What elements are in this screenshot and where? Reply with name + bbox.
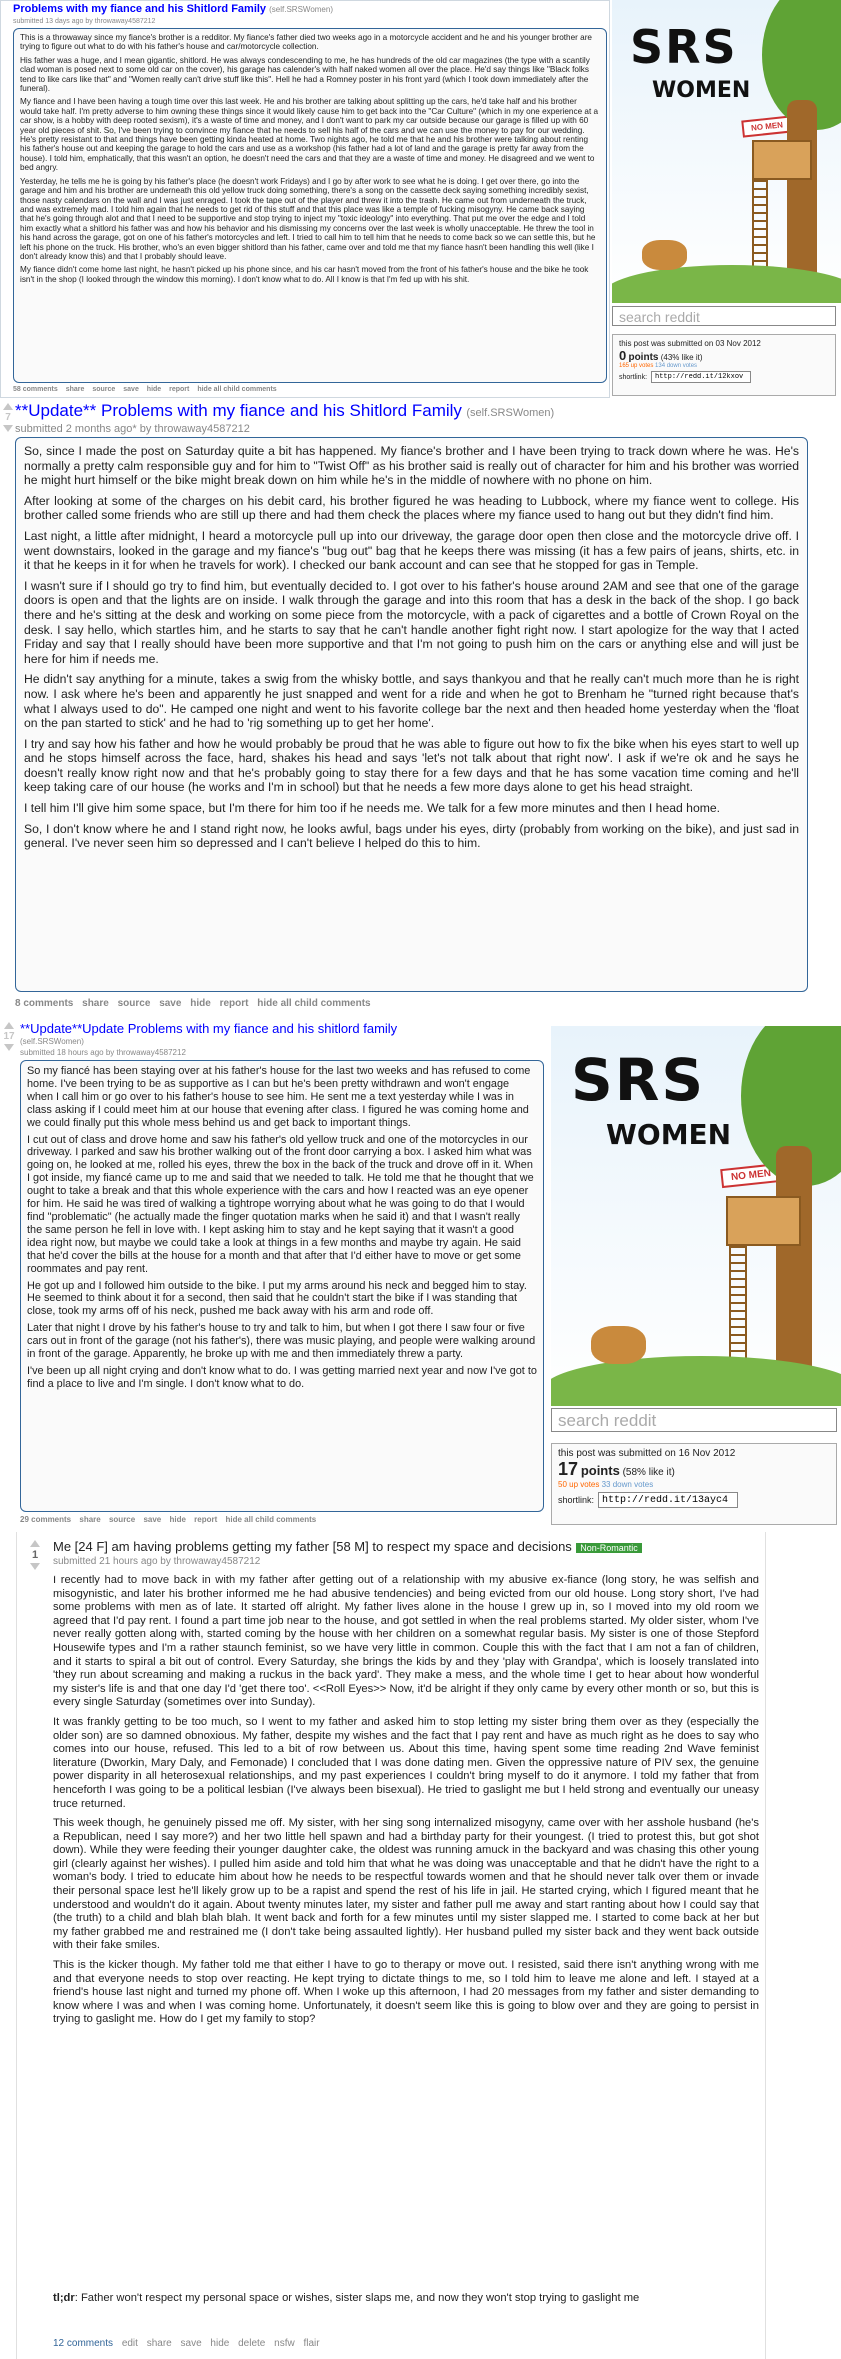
score-line (619, 348, 829, 363)
upvote-arrow-icon[interactable] (4, 1022, 14, 1029)
source-link[interactable]: source (117, 998, 151, 1009)
vote-score: 17 (3, 1031, 15, 1042)
score-line (558, 1459, 830, 1480)
report-link[interactable]: report (219, 998, 249, 1009)
delete-link[interactable]: delete (238, 2338, 266, 2349)
tldr-label: tl;dr (53, 2292, 75, 2304)
post-panel-1 (0, 0, 610, 398)
source-link[interactable]: source (92, 386, 116, 393)
like-percentage: (43% like it) (660, 353, 703, 362)
down-votes: 33 down votes (601, 1480, 654, 1489)
save-link[interactable]: save (123, 386, 139, 393)
vote-counts (619, 363, 829, 369)
no-men-sign: NO MEN (720, 1163, 782, 1188)
shortlink-row (558, 1492, 830, 1508)
dog-icon (642, 240, 687, 270)
post-body (20, 1060, 544, 1512)
points-word: points (580, 1463, 620, 1478)
paragraph: I cut out of class and drove home and saw his father's old yellow truck and one of the motorcycles in our driveway. I parked and saw his brother walking out of the front door carrying a box. I asked him what was going on, he looked at me, rolled his eyes, threw the box in the back of the truck and drove off in it. When I got inside, my fiancé came up to me and said that we needed to talk. He told me that he thought that we ought to take a break and that this whole experience with the cars and how I reacted was an eye opener for him. He said he was tired of walking a tightrope worrying about what he was going to do that I would find "problematic" (he actually made the finger quotation marks when he said it) and that I wasn't really the same person he fell in love with. I kept asking him to stay and he kept saying that it wasn't a good idea right now, but maybe we could take a look at things in a few months and maybe try again. He said that he'd cover the bills at the house for a month and that after that I'd either have to move or get some roommates and pay rent. (27, 1133, 534, 1275)
save-link[interactable]: save (180, 2338, 202, 2349)
submitted-date: this post was submitted on 03 Nov 2012 (619, 339, 761, 348)
paragraph: He got up and I followed him outside to the bike. I put my arms around his neck and begged him to stay. He seemed to think about it for a second, then said that he couldn't start the bike if I was standing that close, took my arms off of his neck, pushed me back away with his arm and rode off. (27, 1279, 527, 1318)
post-body (13, 28, 607, 383)
comments-link[interactable]: 29 comments (20, 1515, 72, 1524)
edit-link[interactable]: edit (121, 2338, 138, 2349)
save-link[interactable]: save (143, 1515, 162, 1524)
paragraph: Last night, a little after midnight, I heard a motorcycle pull up into our driveway, the garage door open then close and the motorcycle drive off. I went downstairs, looked in the garage and my fiance's "bug out" bag that he keeps there was missing (it has a few pairs of jeans, shirts, etc. in it that he keeps in it for when he travels for work). I checked our bank account and can see that he stopped for gas in Temple. (24, 528, 799, 573)
hide-child-comments-link[interactable]: hide all child comments (257, 998, 371, 1009)
hide-link[interactable]: hide (190, 998, 211, 1009)
vote-column (2, 403, 14, 432)
post-domain[interactable]: (self.SRSWomen) (20, 1037, 84, 1046)
grass-icon (551, 1356, 841, 1406)
post-title-link[interactable]: **Update**Update Problems with my fiance and his shitlord family (20, 1021, 398, 1036)
post-title-row (15, 401, 554, 421)
downvote-arrow-icon[interactable] (4, 1044, 14, 1051)
paragraph: This week though, he genuinely pissed me off. My sister, with her sing song internalized misogyny, came over with her asshole husband (he's a Republican, need I say more?) and her two little hell spawn and had a birthday party for their youngest. (I tried to protest this, but got shot down). While they were feeding their younger daughter cake, the oldest was running amuck in the backyard and was chasing this other young girl (clearly against her wishes). I pulled him aside and told him that what he was doing was unacceptable and that he didn't have the right to a woman's body. I tried to educate him about how he needs to be respectful towards women and that he should never talk over them or invade their personal space lest he'll likely grow up to be a rapist and spend the rest of his life in jail. He started crying, which I figured meant that he understood and wouldn't do it again. About twenty minutes later, my sister and father pull me away and start ranting about how I could say that (the truth) to a child and blah blah blah. It went back and forth for a few minutes until my sister slapped me. I started to come back at her but my father grabbed me and restrained me (I don't take being assaulted lightly). Her husband pulled my sister back and they went back outside with their fake smiles. (53, 1817, 759, 1952)
post-body (53, 1574, 759, 2264)
post-action-links (15, 998, 377, 1009)
post-panel-3 (0, 1018, 548, 1528)
post-title-row (53, 1538, 761, 1556)
paragraph: After looking at some of the charges on his debit card, his brother figured he was heading to Lubbock, where my fiance went to college. His brother called some friends who are still up there and had them check the places where my fiance used to hang out but they didn't find him. (24, 493, 799, 523)
post-tagline: submitted 21 hours ago by throwaway4587212 (53, 1556, 261, 1567)
vote-score: 1 (31, 1549, 39, 1561)
search-input[interactable]: search reddit (612, 306, 836, 326)
downvote-arrow-icon[interactable] (30, 1563, 40, 1570)
subreddit-banner[interactable] (551, 1026, 841, 1406)
paragraph: This is the kicker though. My father told me that either I have to go to therapy or move out. I resisted, said there isn't anything wrong with me and that everyone needs to stop over reacting. He kept trying to dictate things to me, so I told him to leave me alone and left. I stayed at a friend's house last night and turned my phone off. When I woke up this afternoon, I had 20 messages from my father and sister demanding to know where I was and when I was coming home. Unfortunately, it doesn't seem like this is going to blow over and they are going to persist in trying to gaslight me. How do I get my family to stop? (53, 1959, 759, 2026)
paragraph: I wasn't sure if I should go try to find him, but eventually decided to. I got over to his father's house around 2AM and see that one of the garage doors is open and that the lights are on inside. I walk through the garage and into this room that has a desk in the back of the shop. I go back there and he's sitting at the desk and working on some piece from the motorcycle, with a pack of cigarettes and a bottle of Crown Royal on the desk. I say hello, which startles him, and he starts to say that he can't handle another fight right now. I start apologize for the way that I acted Friday and say that I really should have been more supportive and that I'm not going to push him on the cars or anything else and will just be here for him if needs me. (24, 578, 799, 666)
paragraph: So, since I made the post on Saturday quite a bit has happened. My fiance's brother and I have been trying to track down where he was. He's normally a pretty calm responsible guy and for him to "Twist Off" as his brother said is really out of character for him and his brother was worried he might hurt himself or the bike might break down on him while he's in the middle of nowhere with no phone on him. (24, 444, 799, 488)
vote-column (2, 1022, 16, 1051)
report-link[interactable]: report (194, 1515, 218, 1524)
paragraph: This is a throwaway since my fiance's brother is a redditor. My fiance's father died two weeks ago in a motorcycle accident and he and his younger brother are trying to figure out what to do with his father's house and car/motorcycle collection. (20, 33, 592, 52)
paragraph: His father was a huge, and I mean gigantic, shitlord. He was always condescending to me, he has hundreds of the old car magazines (the type with a scantily clad woman is posed next to some old car on the cover), his garage has calender's with half naked women all over the place. He'd say things like "Black folks tend to like cars like that" and "Women really can't drive stuff like this". Hell he had a Romney poster in his front yard (which I took down immediately after the funeral). (20, 55, 590, 94)
hide-link[interactable]: hide (146, 386, 162, 393)
shortlink-label: shortlink: (558, 1495, 595, 1505)
paragraph: I recently had to move back in with my father after getting out of a relationship with my abusive ex-fiance (long story, he was selfish and misogynistic, and later his brother informed me he had abusive tendencies) and being evicted from our old house. Long story short, I've had some problems with men as of late. It started off alright. My father lives alone in the house I grew up in, so I moved into my old room we agreed that I'd pay rent. I found a part time job near to the house, and got settled in when the real problems started. My older sister, whom I've never really gotten along with, started coming by the house with her children on a somewhat regular basis. My sister is one of those Stepford Housewife types and I'm a rather staunch feminist, so we have very little in common. Couple this with the fact that I am not a fan of children, and it starts to spiral a bit out of control. Every Saturday, she brings the kids by and they 'play with Grandpa', which is loosely translated into 'they run about screaming and making a ruckus in the back yard'. They make a mess, and the whole time I get to hear about how wonderful my sister's life is and that one day I'd 'get there too'. <<Roll Eyes>> Now, it'd be alright if they only came by every other month or so, but this is every single Saturday (sometimes over into Sunday). (53, 1574, 759, 1709)
upvote-arrow-icon[interactable] (30, 1540, 40, 1547)
source-link[interactable]: source (108, 1515, 136, 1524)
share-link[interactable]: share (65, 386, 85, 393)
post-tagline: submitted 18 hours ago by throwaway4587212 (20, 1048, 186, 1057)
upvote-arrow-icon[interactable] (3, 403, 13, 410)
shortlink-row (619, 371, 829, 383)
banner-subtitle: WOMEN (606, 1118, 732, 1151)
paragraph: He didn't say anything for a minute, takes a swig from the whisky bottle, and says thankyou and that he really can't much more than he is right now. I ask where he's been and apparently he just snapped and went for a ride and when he got to Brenham he "turned right because that's what I always used to do". He camped one night and went to his favorite college bar the next and then headed home yesterday when the 'float on the pan started to stick' and he had to 'rig something up to get her home'. (24, 672, 799, 731)
up-votes: 50 up votes (558, 1480, 600, 1489)
downvote-arrow-icon[interactable] (3, 425, 13, 432)
post-action-links (53, 2338, 326, 2349)
tldr-line (53, 2292, 759, 2306)
tree-trunk-icon (776, 1146, 812, 1386)
post-info-box (551, 1443, 837, 1525)
share-link[interactable]: share (146, 2338, 172, 2349)
no-men-sign: NO MEN (741, 115, 793, 137)
up-votes: 165 up votes (619, 363, 654, 369)
subreddit-banner[interactable] (612, 0, 841, 303)
hide-child-comments-link[interactable]: hide all child comments (225, 1515, 317, 1524)
paragraph: I try and say how his father and how he would probably be proud that he was able to figure out how to fix the bike when his eyes start to well up and he stops himself across the face, hard, shakes his head and says 'let's not talk about that right now'. I ask if we're ok and he says he doesn't really know right now and that he's probably going to stay there for a few days and that he has some vacation time coming and he'll keep taking care of our house (he works and I'm in school) but that he needs a few more days alone to get his head straight. (24, 736, 799, 795)
post-body (15, 437, 808, 992)
paragraph: My fiance didn't come home last night, he hasn't picked up his phone since, and his car hasn't moved from the front of his father's house and the bike he took isn't in the shop (I looked through the window this morning). I don't know what to do. All I know is that I'm fed up with his shit. (20, 265, 589, 284)
paragraph: Yesterday, he tells me he is going by his father's place (he doesn't work Fridays) and I go by after work to see what he is doing. I get over there, go into the garage and him and his brother are underneath this old yellow truck doing something, there's a song on the cassette deck saying something incredibly sexist, those nasty calendars on the wall and I was just enraged. I took the tape out of the player and threw it into the trash. He came out from underneath the truck, and was extremely mad. I told him again that he needs to get rid of this stuff and that this place was like a temple of fucking misogyny. He came back saying that he's going through alot and that I need to be supportive and stop trying to inject my "toxic ideology" into everything. That put me over the edge and I told him exactly what a shitlord his father was and how his behavior and his dismissing my concerns over the last week is wholly unacceptable. He threw the tool in his hand across the garage, got on one of his father's motorcycles and left. I tried to call him to tell him that he needs to come back so we can settle this, but he left his phone on the truck. His brother, who's an even bigger shitlord than his father, came over and told me that my fiance hasn't been handling this well (like I don't already know this) and that I probably should leave. (20, 176, 596, 261)
paragraph: It was frankly getting to be too much, so I went to my father and asked him to stop letting my sister bring them over as they (especially the older son) are so damned obnoxious. My father, despite my wishes and the fact that I pay rent and have as much right as he does to say who comes into our house, refused. This led to a bit of row between us. About this time, having spent some time reading 2nd Wave feminist literature (Dworkin, Mary Daly, and Femonade) I concluded that I was done dating men. Given the oppressive nature of PIV sex, the genuine power disparity in all heterosexual relationships, and my past experiences I couldn't bring myself to do it anymore. I told my father that from henceforth I was going to be a political lesbian (I've always been bisexual). He tried to gaslight me but I held strong and eventually our uneasy truce returned. (53, 1715, 759, 1810)
comments-link[interactable]: 12 comments (53, 2338, 114, 2349)
hide-link[interactable]: hide (210, 2338, 230, 2349)
treehouse-icon (752, 140, 812, 180)
down-votes: 134 down votes (655, 363, 698, 369)
post-panel-4 (16, 1532, 766, 2359)
points-word: points (628, 352, 659, 363)
comments-link[interactable]: 8 comments (15, 998, 74, 1009)
shortlink-label: shortlink: (619, 373, 648, 381)
hide-link[interactable]: hide (169, 1515, 186, 1524)
save-link[interactable]: save (159, 998, 182, 1009)
vote-counts (558, 1480, 830, 1489)
paragraph: Later that night I drove by his father's house to try and talk to him, but when I got there I saw four or five cars out in front of the garage (not his father's), there was music playing, and people were walking around in front of the garage. Apparently, he broke up with me and then immediately threw a party. (27, 1322, 536, 1361)
nsfw-link[interactable]: nsfw (274, 2338, 295, 2349)
post-title-row (13, 3, 333, 15)
submitted-date: this post was submitted on 16 Nov 2012 (558, 1448, 736, 1459)
post-title-link[interactable]: **Update** Problems with my fiance and his Shitlord Family (15, 401, 462, 420)
paragraph: I tell him I'll give him some space, but I'm there for him too if he needs me. We talk for a few more minutes and then I head home. (24, 801, 721, 816)
like-percentage: (58% like it) (622, 1467, 675, 1478)
shortlink-input[interactable] (598, 1492, 738, 1508)
points-value: 17 (558, 1459, 579, 1479)
post-title-row (20, 1020, 397, 1038)
post-action-links (20, 1515, 322, 1524)
ladder-icon (729, 1246, 747, 1371)
tldr-text: : Father won't respect my personal space or wishes, sister slaps me, and now they won't stop trying to gaslight me (74, 2292, 640, 2304)
share-link[interactable]: share (82, 998, 109, 1009)
link-flair-badge: Non-Romantic (576, 1543, 642, 1553)
shortlink-input[interactable] (651, 371, 751, 383)
banner-title: SRS (571, 1046, 706, 1114)
banner-subtitle: WOMEN (652, 78, 751, 103)
hide-child-comments-link[interactable]: hide all child comments (197, 386, 277, 393)
points-value: 0 (619, 348, 627, 363)
paragraph: My fiance and I have been having a tough time over this last week. He and his brother are talking about splitting up the cars, he'd take half and his brother would take half. I'm pretty adverse to him owning these things since it would likely cause him to get back into the "Car Culture" (which in my one experience at a car show, is a hobby with deep rooted sexism), it's a waste of time and money, and I don't want to park my car outside because our garage is filled up with 60 year old pieces of shit. So, I've been trying to convince my fiance that he needs to sell his half of the cars and we can use the money to pay for our wedding. He's pretty resistant to that and things have been getting kinda heated at home. Two nights ago, he told me that he and his brother were talking about renting his father's house out and keeping the garage to hold the cars and use as a workshop (his father had a lot of land and the garage is pretty far away from the house). I told him, emphatically, that this wasn't an option, he doesn't need the cars and that they are a waste of time and money. He disagreed and we went to bed angry. (20, 97, 599, 173)
post-action-links (13, 386, 283, 393)
report-link[interactable]: report (169, 386, 190, 393)
vote-score: 7 (5, 412, 11, 423)
grass-icon (612, 265, 841, 303)
post-tagline: submitted 2 months ago* by throwaway4587212 (15, 423, 250, 435)
post-title-link[interactable]: Me [24 F] am having problems getting my father [58 M] to respect my space and decisions (53, 1539, 572, 1554)
post-domain[interactable]: (self.SRSWomen) (466, 407, 555, 419)
paragraph: I've been up all night crying and don't know what to do. I was getting married next year and now I've got to find a place to live and I'm single. I don't know what to do. (27, 1364, 537, 1390)
tree-trunk-icon (787, 100, 817, 290)
dog-icon (591, 1326, 646, 1364)
post-domain[interactable]: (self.SRSWomen) (269, 5, 333, 14)
post-info-box (612, 334, 836, 396)
post-panel-2 (0, 399, 841, 1016)
post-title-link[interactable]: Problems with my fiance and his Shitlord Family (13, 3, 267, 15)
banner-title: SRS (630, 20, 738, 74)
comments-link[interactable]: 58 comments (13, 386, 58, 393)
paragraph: So my fiancé has been staying over at his father's house for the last two weeks and has refused to come home. I've been trying to be as supportive as I can but he's been pretty withdrawn and won't engage when I call him or go over to his father's house to see him. He sent me a text yesterday while I was in class asking if I could meet him at our house that evening after class. I figured he was coming home and we could finally put this whole mess behind us and get back to important things. (27, 1065, 531, 1129)
paragraph: So, I don't know where he and I stand right now, he looks awful, bags under his eyes, dirty (probably from working on the bike), and just sad in general. I've never seen him so depressed and I can't believe I helped do this to him. (24, 821, 799, 851)
vote-column (27, 1540, 43, 1570)
search-input[interactable]: search reddit (551, 1408, 837, 1432)
post-tagline: submitted 13 days ago by throwaway4587212 (13, 18, 156, 25)
treehouse-icon (726, 1196, 801, 1246)
share-link[interactable]: share (79, 1515, 101, 1524)
flair-link[interactable]: flair (303, 2338, 320, 2349)
